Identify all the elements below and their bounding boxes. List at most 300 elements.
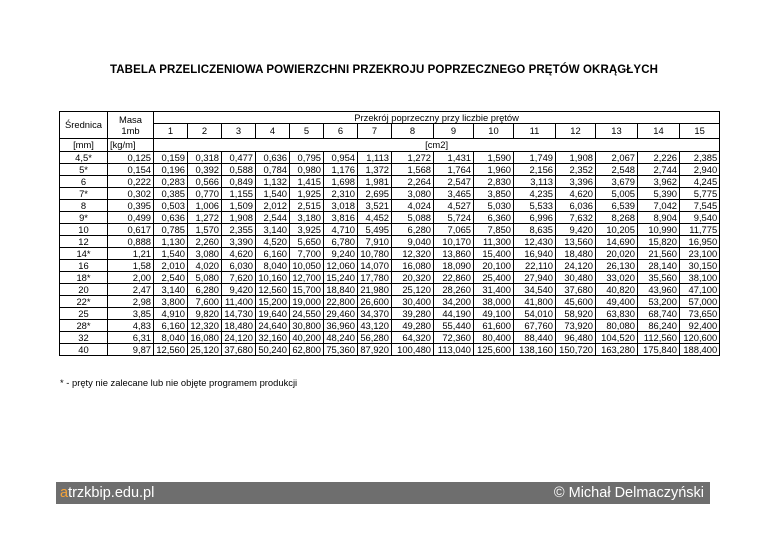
cell-area: 80,080 — [596, 320, 638, 332]
cell-area: 2,548 — [596, 164, 638, 176]
cell-area: 3,850 — [474, 188, 514, 200]
cell-area: 7,700 — [290, 248, 324, 260]
cell-area: 10,050 — [290, 260, 324, 272]
cell-area: 1,764 — [434, 164, 474, 176]
cell-area: 1,960 — [474, 164, 514, 176]
cell-diameter: 28* — [60, 320, 108, 332]
cell-area: 34,370 — [358, 308, 392, 320]
conversion-table — [59, 111, 720, 356]
cell-area: 3,816 — [324, 212, 358, 224]
cell-mass: 2,47 — [108, 284, 154, 296]
cell-area: 3,390 — [222, 236, 256, 248]
cell-area: 4,245 — [680, 176, 720, 188]
footnote: * - pręty nie zalecane lub nie objęte programem produkcji — [60, 377, 298, 388]
cell-diameter: 40 — [60, 344, 108, 356]
cell-area: 1,431 — [434, 152, 474, 164]
cell-diameter: 22* — [60, 296, 108, 308]
cell-area: 0,770 — [188, 188, 222, 200]
cell-area: 35,560 — [638, 272, 680, 284]
cell-area: 4,620 — [556, 188, 596, 200]
header-count-3: 3 — [222, 124, 256, 139]
cell-area: 24,120 — [556, 260, 596, 272]
cell-area: 4,910 — [154, 308, 188, 320]
cell-area: 58,920 — [556, 308, 596, 320]
cell-area: 72,360 — [434, 332, 474, 344]
cell-area: 5,030 — [474, 200, 514, 212]
cell-area: 125,600 — [474, 344, 514, 356]
cell-area: 40,820 — [596, 284, 638, 296]
cell-area: 44,190 — [434, 308, 474, 320]
header-count-4: 4 — [256, 124, 290, 139]
cell-area: 75,360 — [324, 344, 358, 356]
table-row — [60, 152, 720, 164]
cell-area: 49,280 — [392, 320, 434, 332]
header-diameter: Średnica — [60, 112, 108, 139]
cell-area: 20,100 — [474, 260, 514, 272]
cell-area: 67,760 — [514, 320, 556, 332]
header-cross-section: Przekrój poprzeczny przy liczbie prętów — [154, 112, 720, 124]
header-count-2: 2 — [188, 124, 222, 139]
cell-area: 28,140 — [638, 260, 680, 272]
cell-area: 15,240 — [324, 272, 358, 284]
cell-mass: 0,617 — [108, 224, 154, 236]
cell-area: 163,280 — [596, 344, 638, 356]
header-count-6: 6 — [324, 124, 358, 139]
cell-area: 4,710 — [324, 224, 358, 236]
cell-area: 6,030 — [222, 260, 256, 272]
cell-area: 1,698 — [324, 176, 358, 188]
cell-area: 104,520 — [596, 332, 638, 344]
cell-area: 73,920 — [556, 320, 596, 332]
cell-area: 11,300 — [474, 236, 514, 248]
cell-area: 2,540 — [154, 272, 188, 284]
cell-area: 0,795 — [290, 152, 324, 164]
cell-area: 88,440 — [514, 332, 556, 344]
cell-area: 6,996 — [514, 212, 556, 224]
cell-area: 86,240 — [638, 320, 680, 332]
table-row — [60, 176, 720, 188]
cell-area: 0,318 — [188, 152, 222, 164]
cell-area: 27,940 — [514, 272, 556, 284]
cell-diameter: 14* — [60, 248, 108, 260]
cell-area: 12,560 — [256, 284, 290, 296]
table-row — [60, 272, 720, 284]
cell-area: 3,465 — [434, 188, 474, 200]
cell-area: 2,940 — [680, 164, 720, 176]
cell-area: 34,540 — [514, 284, 556, 296]
site-logo[interactable] — [56, 482, 154, 504]
cell-area: 30,150 — [680, 260, 720, 272]
cell-area: 1,006 — [188, 200, 222, 212]
cell-diameter: 4,5* — [60, 152, 108, 164]
cell-area: 1,540 — [256, 188, 290, 200]
cell-area: 24,550 — [290, 308, 324, 320]
cell-area: 7,620 — [222, 272, 256, 284]
cell-area: 37,680 — [222, 344, 256, 356]
cell-area: 18,840 — [324, 284, 358, 296]
unit-mass: [kg/m] — [108, 139, 154, 152]
cell-area: 0,636 — [256, 152, 290, 164]
cell-area: 0,385 — [154, 188, 188, 200]
cell-area: 18,480 — [556, 248, 596, 260]
cell-area: 3,140 — [154, 284, 188, 296]
cell-area: 13,860 — [434, 248, 474, 260]
cell-area: 9,820 — [188, 308, 222, 320]
cell-area: 41,800 — [514, 296, 556, 308]
cell-area: 68,740 — [638, 308, 680, 320]
cell-area: 14,730 — [222, 308, 256, 320]
table-row — [60, 188, 720, 200]
cell-area: 20,320 — [392, 272, 434, 284]
cell-area: 10,780 — [358, 248, 392, 260]
cell-area: 92,400 — [680, 320, 720, 332]
cell-mass: 0,222 — [108, 176, 154, 188]
cell-area: 21,560 — [638, 248, 680, 260]
header-count-11: 11 — [514, 124, 556, 139]
cell-diameter: 6 — [60, 176, 108, 188]
cell-area: 31,400 — [474, 284, 514, 296]
cell-area: 23,100 — [680, 248, 720, 260]
cell-area: 29,460 — [324, 308, 358, 320]
cell-area: 30,480 — [556, 272, 596, 284]
cell-area: 3,396 — [556, 176, 596, 188]
cell-area: 47,100 — [680, 284, 720, 296]
cell-area: 2,067 — [596, 152, 638, 164]
cell-area: 39,280 — [392, 308, 434, 320]
cell-area: 12,700 — [290, 272, 324, 284]
logo-prefix: a — [60, 485, 69, 501]
cell-area: 56,280 — [358, 332, 392, 344]
cell-area: 4,452 — [358, 212, 392, 224]
cell-area: 57,000 — [680, 296, 720, 308]
cell-area: 3,521 — [358, 200, 392, 212]
cell-diameter: 9* — [60, 212, 108, 224]
table-row — [60, 320, 720, 332]
table-row — [60, 200, 720, 212]
cell-area: 7,850 — [474, 224, 514, 236]
cell-area: 0,159 — [154, 152, 188, 164]
cell-area: 8,635 — [514, 224, 556, 236]
cell-mass: 0,154 — [108, 164, 154, 176]
cell-area: 96,480 — [556, 332, 596, 344]
header-count-5: 5 — [290, 124, 324, 139]
cell-mass: 0,888 — [108, 236, 154, 248]
cell-diameter: 12 — [60, 236, 108, 248]
cell-area: 7,910 — [358, 236, 392, 248]
cell-area: 12,320 — [392, 248, 434, 260]
cell-area: 34,200 — [434, 296, 474, 308]
cell-mass: 0,395 — [108, 200, 154, 212]
cell-area: 37,680 — [556, 284, 596, 296]
cell-mass: 3,85 — [108, 308, 154, 320]
cell-area: 26,600 — [358, 296, 392, 308]
cell-area: 6,036 — [556, 200, 596, 212]
copyright: © Michał Delmaczyński — [553, 485, 704, 501]
header-count-13: 13 — [596, 124, 638, 139]
cell-area: 10,205 — [596, 224, 638, 236]
cell-area: 0,196 — [154, 164, 188, 176]
cell-area: 5,495 — [358, 224, 392, 236]
page-title: TABELA PRZELICZENIOWA POWIERZCHNI PRZEKROJU POPRZECZNEGO PRĘTÓW OKRĄGŁYCH — [109, 64, 659, 76]
cell-area: 3,113 — [514, 176, 556, 188]
cell-area: 53,200 — [638, 296, 680, 308]
cell-area: 0,636 — [154, 212, 188, 224]
cell-area: 18,090 — [434, 260, 474, 272]
cell-area: 20,020 — [596, 248, 638, 260]
cell-area: 4,527 — [434, 200, 474, 212]
cell-area: 22,800 — [324, 296, 358, 308]
cell-area: 38,000 — [474, 296, 514, 308]
cell-area: 2,012 — [256, 200, 290, 212]
cell-area: 0,588 — [222, 164, 256, 176]
cell-area: 10,160 — [256, 272, 290, 284]
cell-diameter: 5* — [60, 164, 108, 176]
cell-area: 17,780 — [358, 272, 392, 284]
cell-diameter: 20 — [60, 284, 108, 296]
cell-area: 2,352 — [556, 164, 596, 176]
cell-area: 16,950 — [680, 236, 720, 248]
cell-area: 7,545 — [680, 200, 720, 212]
cell-area: 40,200 — [290, 332, 324, 344]
cell-area: 6,280 — [188, 284, 222, 296]
cell-area: 15,400 — [474, 248, 514, 260]
cell-area: 1,749 — [514, 152, 556, 164]
cell-area: 5,724 — [434, 212, 474, 224]
cell-area: 188,400 — [680, 344, 720, 356]
cell-area: 24,640 — [256, 320, 290, 332]
cell-area: 32,160 — [256, 332, 290, 344]
cell-area: 3,679 — [596, 176, 638, 188]
cell-area: 1,509 — [222, 200, 256, 212]
cell-area: 13,560 — [556, 236, 596, 248]
cell-area: 3,180 — [290, 212, 324, 224]
cell-area: 10,170 — [434, 236, 474, 248]
cell-area: 2,744 — [638, 164, 680, 176]
table-row — [60, 164, 720, 176]
table-row — [60, 212, 720, 224]
cell-area: 1,415 — [290, 176, 324, 188]
header-count-15: 15 — [680, 124, 720, 139]
cell-mass: 0,125 — [108, 152, 154, 164]
cell-area: 6,780 — [324, 236, 358, 248]
cell-area: 120,600 — [680, 332, 720, 344]
cell-area: 11,400 — [222, 296, 256, 308]
cell-diameter: 25 — [60, 308, 108, 320]
cell-area: 16,080 — [392, 260, 434, 272]
cell-area: 2,547 — [434, 176, 474, 188]
cell-diameter: 7* — [60, 188, 108, 200]
cell-area: 7,042 — [638, 200, 680, 212]
header-count-9: 9 — [434, 124, 474, 139]
cell-area: 54,010 — [514, 308, 556, 320]
cell-area: 2,264 — [392, 176, 434, 188]
table-row — [60, 248, 720, 260]
cell-area: 45,600 — [556, 296, 596, 308]
cell-area: 19,640 — [256, 308, 290, 320]
cell-diameter: 16 — [60, 260, 108, 272]
cell-area: 28,260 — [434, 284, 474, 296]
cell-area: 2,385 — [680, 152, 720, 164]
table-row — [60, 344, 720, 356]
cell-area: 5,080 — [188, 272, 222, 284]
cell-area: 0,784 — [256, 164, 290, 176]
cell-diameter: 18* — [60, 272, 108, 284]
cell-area: 112,560 — [638, 332, 680, 344]
cell-area: 43,960 — [638, 284, 680, 296]
cell-area: 9,040 — [392, 236, 434, 248]
cell-area: 15,700 — [290, 284, 324, 296]
cell-area: 61,600 — [474, 320, 514, 332]
cell-area: 8,268 — [596, 212, 638, 224]
cell-area: 7,065 — [434, 224, 474, 236]
cell-area: 9,420 — [222, 284, 256, 296]
cell-area: 6,360 — [474, 212, 514, 224]
cell-area: 6,280 — [392, 224, 434, 236]
header-count-8: 8 — [392, 124, 434, 139]
cell-area: 3,080 — [188, 248, 222, 260]
cell-area: 1,925 — [290, 188, 324, 200]
cell-mass: 2,00 — [108, 272, 154, 284]
cell-area: 1,570 — [188, 224, 222, 236]
cell-mass: 1,58 — [108, 260, 154, 272]
cell-area: 1,540 — [154, 248, 188, 260]
cell-area: 0,980 — [290, 164, 324, 176]
cell-area: 4,620 — [222, 248, 256, 260]
cell-area: 5,775 — [680, 188, 720, 200]
cell-area: 9,240 — [324, 248, 358, 260]
cell-area: 22,860 — [434, 272, 474, 284]
cell-area: 0,392 — [188, 164, 222, 176]
cell-area: 4,520 — [256, 236, 290, 248]
cell-area: 2,355 — [222, 224, 256, 236]
cell-area: 12,060 — [324, 260, 358, 272]
cell-area: 7,600 — [188, 296, 222, 308]
cell-area: 48,240 — [324, 332, 358, 344]
cell-mass: 0,499 — [108, 212, 154, 224]
cell-area: 4,235 — [514, 188, 556, 200]
cell-area: 25,400 — [474, 272, 514, 284]
cell-area: 8,040 — [256, 260, 290, 272]
table-row — [60, 332, 720, 344]
cell-area: 2,544 — [256, 212, 290, 224]
header-count-10: 10 — [474, 124, 514, 139]
cell-area: 1,981 — [358, 176, 392, 188]
cell-area: 2,830 — [474, 176, 514, 188]
cell-area: 138,160 — [514, 344, 556, 356]
cell-area: 3,925 — [290, 224, 324, 236]
cell-area: 0,503 — [154, 200, 188, 212]
cell-area: 8,040 — [154, 332, 188, 344]
cell-area: 43,120 — [358, 320, 392, 332]
header-count-1: 1 — [154, 124, 188, 139]
cell-diameter: 10 — [60, 224, 108, 236]
cell-area: 6,539 — [596, 200, 638, 212]
cell-area: 1,568 — [392, 164, 434, 176]
cell-area: 15,820 — [638, 236, 680, 248]
cell-area: 25,120 — [188, 344, 222, 356]
cell-area: 5,533 — [514, 200, 556, 212]
cell-area: 3,140 — [256, 224, 290, 236]
cell-area: 7,632 — [556, 212, 596, 224]
cell-mass: 1,21 — [108, 248, 154, 260]
cell-area: 2,260 — [188, 236, 222, 248]
cell-area: 30,400 — [392, 296, 434, 308]
cell-area: 16,940 — [514, 248, 556, 260]
cell-area: 36,960 — [324, 320, 358, 332]
cell-area: 2,310 — [324, 188, 358, 200]
cell-area: 0,785 — [154, 224, 188, 236]
cell-area: 63,830 — [596, 308, 638, 320]
cell-area: 49,400 — [596, 296, 638, 308]
cell-area: 1,130 — [154, 236, 188, 248]
unit-area: [cm2] — [154, 139, 720, 152]
cell-mass: 2,98 — [108, 296, 154, 308]
cell-area: 5,005 — [596, 188, 638, 200]
cell-area: 8,904 — [638, 212, 680, 224]
header-count-12: 12 — [556, 124, 596, 139]
cell-area: 6,160 — [154, 320, 188, 332]
cell-mass: 6,31 — [108, 332, 154, 344]
cell-area: 62,800 — [290, 344, 324, 356]
cell-area: 5,390 — [638, 188, 680, 200]
table-row — [60, 296, 720, 308]
cell-area: 1,590 — [474, 152, 514, 164]
cell-area: 2,010 — [154, 260, 188, 272]
cell-area: 0,566 — [188, 176, 222, 188]
cell-area: 12,560 — [154, 344, 188, 356]
cell-area: 19,000 — [290, 296, 324, 308]
cell-area: 4,024 — [392, 200, 434, 212]
cell-area: 0,477 — [222, 152, 256, 164]
cell-area: 175,840 — [638, 344, 680, 356]
cell-area: 25,120 — [392, 284, 434, 296]
cell-area: 16,080 — [188, 332, 222, 344]
cell-area: 0,954 — [324, 152, 358, 164]
cell-area: 5,650 — [290, 236, 324, 248]
logo-domain: trzkbip.edu.pl — [68, 485, 155, 501]
cell-area: 1,132 — [256, 176, 290, 188]
cell-area: 55,440 — [434, 320, 474, 332]
table-row — [60, 236, 720, 248]
cell-diameter: 8 — [60, 200, 108, 212]
cell-area: 4,020 — [188, 260, 222, 272]
cell-area: 14,690 — [596, 236, 638, 248]
cell-area: 2,156 — [514, 164, 556, 176]
cell-area: 0,849 — [222, 176, 256, 188]
cell-area: 2,695 — [358, 188, 392, 200]
cell-area: 1,272 — [188, 212, 222, 224]
header-count-7: 7 — [358, 124, 392, 139]
cell-mass: 9,87 — [108, 344, 154, 356]
cell-area: 33,020 — [596, 272, 638, 284]
cell-area: 9,420 — [556, 224, 596, 236]
cell-area: 87,920 — [358, 344, 392, 356]
cell-area: 3,080 — [392, 188, 434, 200]
cell-area: 18,480 — [222, 320, 256, 332]
cell-area: 12,320 — [188, 320, 222, 332]
cell-area: 1,113 — [358, 152, 392, 164]
cell-area: 30,800 — [290, 320, 324, 332]
table-row — [60, 308, 720, 320]
cell-area: 1,155 — [222, 188, 256, 200]
cell-area: 113,040 — [434, 344, 474, 356]
cell-area: 3,800 — [154, 296, 188, 308]
cell-area: 1,272 — [392, 152, 434, 164]
cell-area: 73,650 — [680, 308, 720, 320]
cell-area: 14,070 — [358, 260, 392, 272]
cell-area: 50,240 — [256, 344, 290, 356]
cell-area: 1,372 — [358, 164, 392, 176]
